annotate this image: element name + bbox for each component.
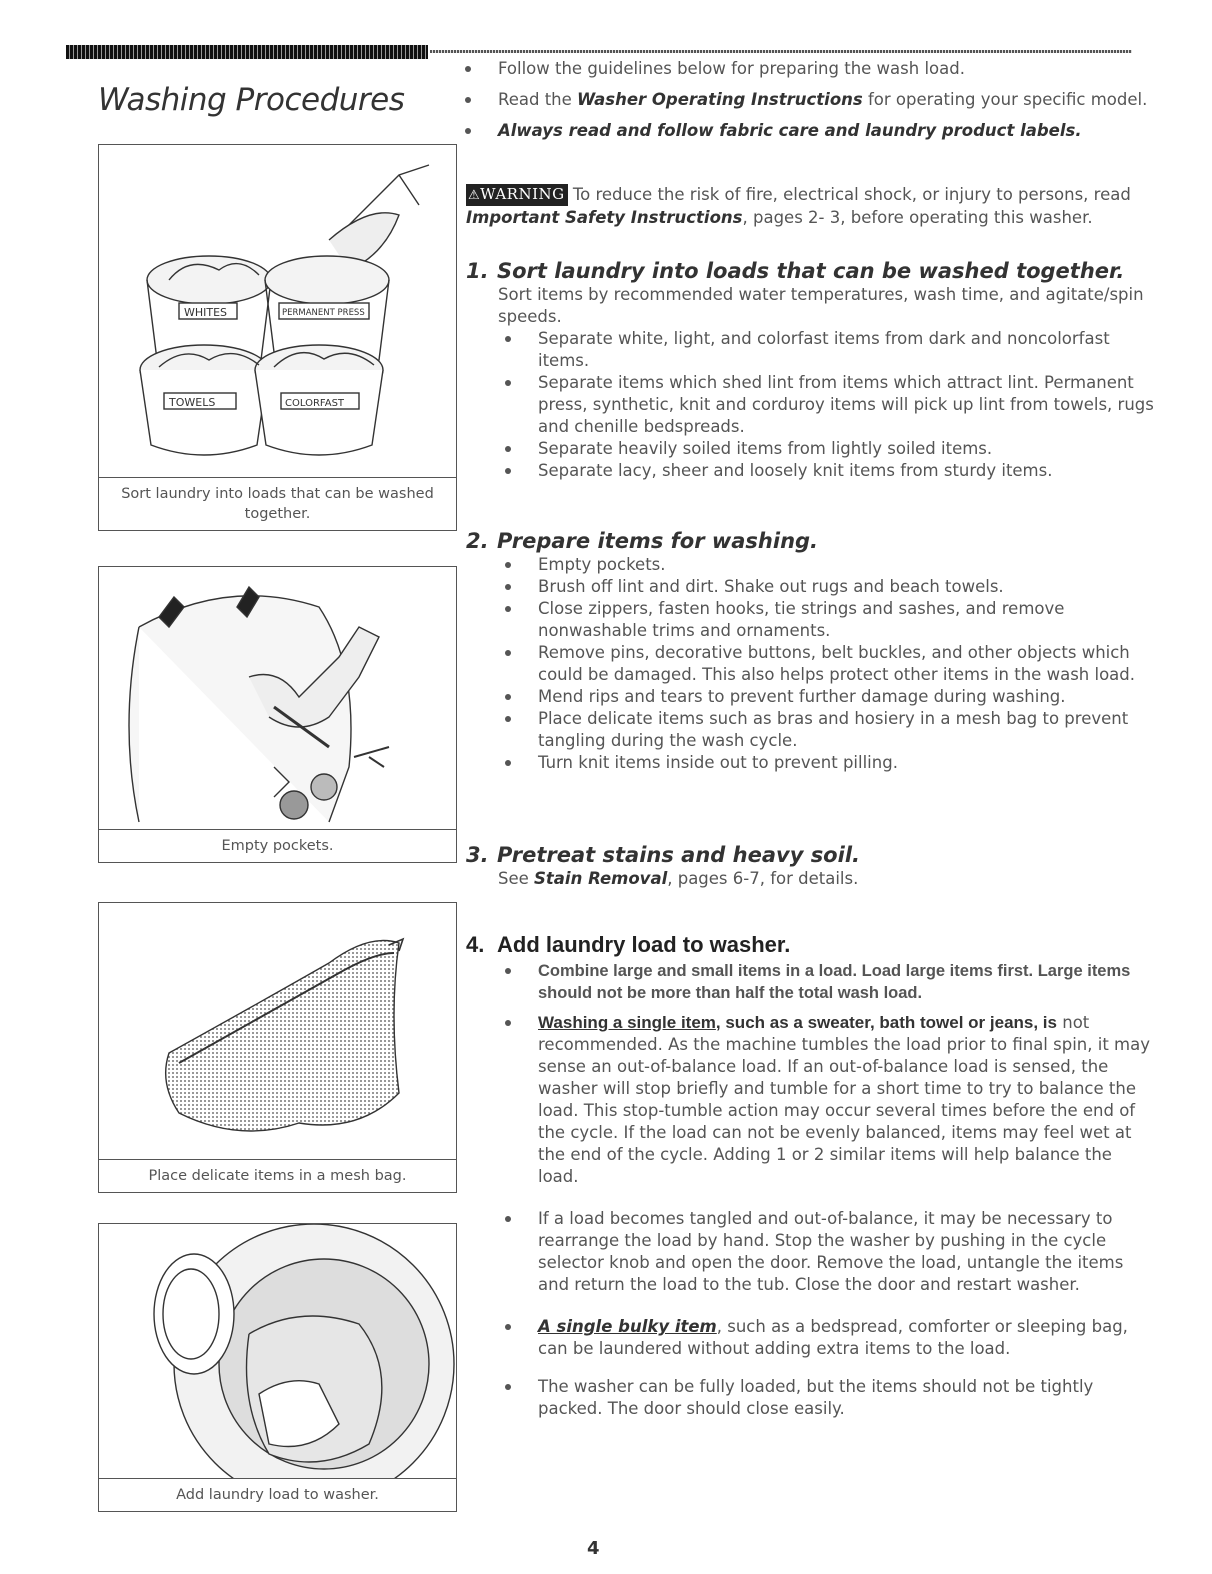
section-add-load (466, 932, 1156, 1420)
list-item: Separate heavily soiled items from lightly soiled items. (498, 438, 1156, 460)
mesh-bag-illustration (99, 903, 456, 1159)
figure-empty-pockets (98, 566, 457, 863)
list-item: Separate lacy, sheer and loosely knit items from sturdy items. (498, 460, 1156, 482)
list-item: Brush off lint and dirt. Shake out rugs and beach towels. (498, 576, 1156, 598)
intro-bullets (462, 58, 1162, 151)
figure-mesh-bag (98, 902, 457, 1193)
header-rule-light (430, 50, 1132, 53)
section-heading: 1. Sort laundry into loads that can be washed together. (466, 259, 1125, 283)
intro-bullet: Always read and follow fabric care and laundry product labels. (462, 120, 1162, 142)
intro-bullet: Follow the guidelines below for preparing the wash load. (462, 58, 1162, 80)
section-heading: 4. Add laundry load to washer. (466, 932, 791, 957)
list-item: If a load becomes tangled and out-of-balance, it may be necessary to rearrange the load by hand. Stop the washer by pushing in the cycle selector knob and open the door. Remove the load, untangle the items and return the load to the tub. Close the door and restart washer. (498, 1208, 1156, 1296)
list-item: Combine large and small items in a load. Load large items first. Large items should not be more than half the total wash load. (498, 960, 1156, 1004)
warning-notice: ⚠WARNING To reduce the risk of fire, electrical shock, or injury to persons, read Important Safety Instructions, pages 2- 3, before operating this washer. (466, 185, 1131, 227)
section-sort-laundry (466, 258, 1156, 482)
warning-badge: ⚠WARNING (466, 184, 568, 206)
basket-label-towels: TOWELS (169, 396, 216, 409)
list-item: Mend rips and tears to prevent further damage during washing. (498, 686, 1156, 708)
laundry-baskets-illustration (99, 145, 456, 477)
figure-caption: Add laundry load to washer. (99, 1478, 456, 1511)
basket-label-whites: WHITES (184, 306, 228, 319)
list-item: Separate white, light, and colorfast items from dark and noncolorfast items. (498, 328, 1156, 372)
warning-triangle-icon: ⚠ (468, 188, 481, 203)
section-text: See Stain Removal, pages 6-7, for details. (498, 869, 859, 888)
intro-bullet: Read the Washer Operating Instructions for operating your specific model. (462, 89, 1162, 111)
list-item: Separate items which shed lint from items which attract lint. Permanent press, synthetic, knit and corduroy items will pick up lint from towels, rugs and chenille bedspreads. (498, 372, 1156, 438)
page-title: Washing Procedures (98, 82, 405, 118)
list-item: Washing a single item, such as a sweater, bath towel or jeans, is not recommended. As the machine tumbles the load prior to final spin, it may sense an out-of-balance load. If an out-of-balance load is sensed, the washer will stop briefly and tumble for a short time to try to balance the load. This stop-tumble action may occur several times before the end of the cycle. If the load can not be evenly balanced, items may feel wet at the end of the cycle. Adding 1 or 2 similar items will help balance the load. (498, 1012, 1156, 1188)
figure-sort-laundry (98, 144, 457, 531)
add-load-illustration (99, 1224, 456, 1478)
basket-label-permanent-press: PERMANENT PRESS (282, 308, 365, 318)
section-heading: 2. Prepare items for washing. (466, 529, 819, 553)
list-item: Close zippers, fasten hooks, tie strings and sashes, and remove nonwashable trims and ornaments. (498, 598, 1156, 642)
list-item: Place delicate items such as bras and hosiery in a mesh bag to prevent tangling during the wash cycle. (498, 708, 1156, 752)
list-item: A single bulky item, such as a bedspread, comforter or sleeping bag, can be laundered without adding extra items to the load. (498, 1316, 1156, 1360)
figure-caption: Sort laundry into loads that can be washed together. (99, 477, 456, 530)
empty-pockets-illustration (99, 567, 456, 829)
section-prepare-items (466, 528, 1156, 774)
section-heading: 3. Pretreat stains and heavy soil. (466, 843, 860, 867)
section-intro: Sort items by recommended water temperatures, wash time, and agitate/spin speeds. (498, 285, 1144, 326)
page-number: 4 (587, 1538, 600, 1559)
list-item: The washer can be fully loaded, but the items should not be tightly packed. The door should close easily. (498, 1376, 1156, 1420)
figure-add-load (98, 1223, 457, 1512)
header-rule-dark (66, 45, 428, 59)
list-item: Remove pins, decorative buttons, belt buckles, and other objects which could be damaged. This also helps protect other items in the wash load. (498, 642, 1156, 686)
figure-caption: Empty pockets. (99, 829, 456, 862)
basket-label-colorfast: COLORFAST (285, 398, 345, 409)
section-pretreat (466, 842, 1156, 890)
list-item: Empty pockets. (498, 554, 1156, 576)
list-item: Turn knit items inside out to prevent pilling. (498, 752, 1156, 774)
figure-caption: Place delicate items in a mesh bag. (99, 1159, 456, 1192)
